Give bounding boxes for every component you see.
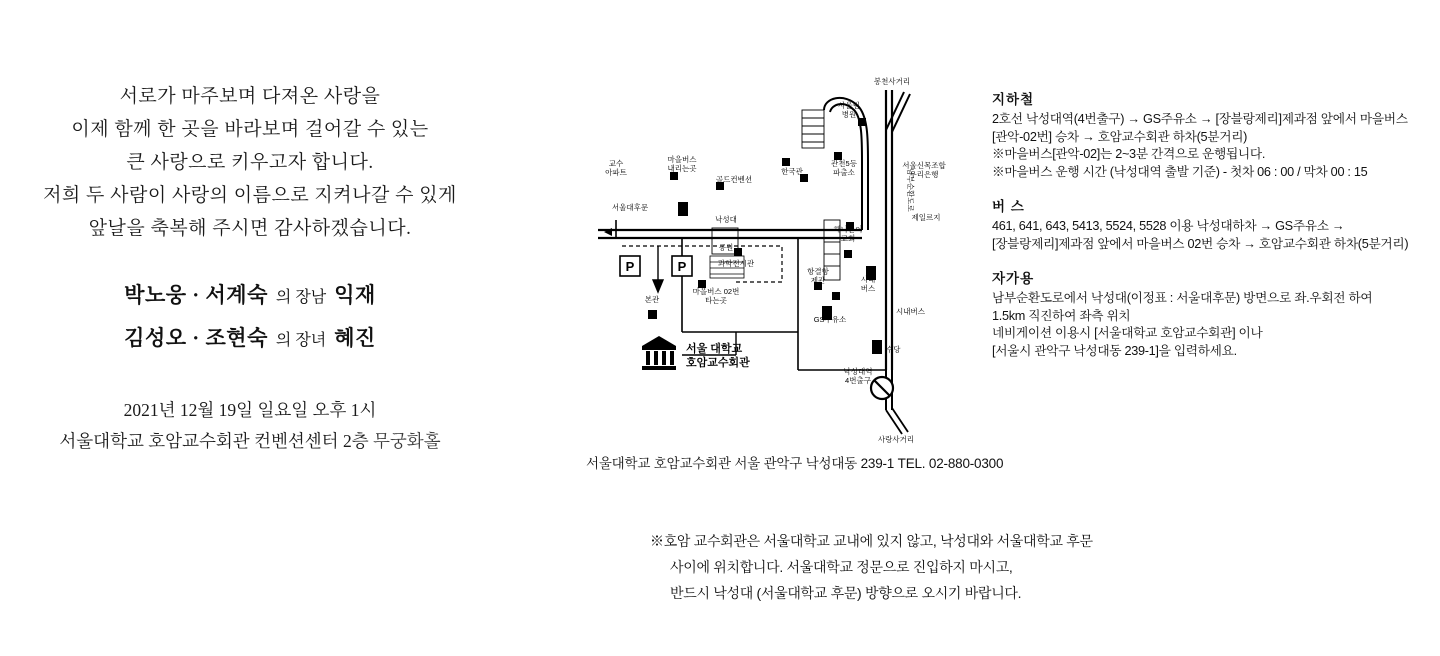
greeting-line-3: 큰 사랑으로 키우고자 합니다. (126, 152, 374, 173)
family-row-bride (0, 318, 500, 361)
map-label-bongcheon: 봉천사거리 (873, 77, 911, 86)
map-svg (586, 70, 986, 460)
map-label-hoam-line1: 서울 대학교 (686, 343, 743, 355)
svg-text:아파트: 아파트 (605, 168, 627, 177)
directions-subway-title: 지하철 (992, 92, 1035, 107)
groom-name: 익재 (334, 283, 376, 307)
directions-car-line-4: [서울시 관악구 낙성대동 239-1]을 입력하세요. (992, 343, 1237, 358)
directions-car (992, 267, 1432, 360)
family-names-block (0, 275, 500, 361)
invitation-text-block (0, 80, 500, 457)
directions-subway-line-4: ※마을버스 운행 시간 (낙성대역 출발 기준) - 첫차 06 : 00 / 막차 00 : 15 (992, 164, 1368, 179)
map-label-bank: 서울신목조합 (902, 161, 946, 170)
map-label-gyosu-apt: 교수 (608, 159, 624, 168)
wedding-datetime: 2021년 12월 19일 일요일 오후 1시 (123, 400, 377, 420)
map-label-jeil: 제일르지 (911, 213, 941, 222)
location-map (586, 70, 986, 460)
groom-relation: 의 장남 (275, 289, 327, 306)
datetime-block (0, 395, 500, 457)
svg-text:4번출구: 4번출구 (845, 376, 871, 385)
map-label-sinae-bus: 시내 (860, 275, 876, 284)
greeting-line-1: 서로가 마주보며 다져온 사랑을 (119, 86, 381, 107)
note-line-1: ※호암 교수회관은 서울대학교 교내에 있지 않고, 낙성대와 서울대학교 후문 (650, 533, 1093, 549)
directions-bus-line-2: [장블랑제리]제과점 앞에서 마을버스 02번 승차 → 호암교수회관 하차(5분거리) (992, 236, 1409, 251)
map-label-hoam-line2: 호암교수회관 (686, 357, 750, 369)
svg-text:병원: 병원 (841, 110, 857, 119)
directions-car-line-2: 1.5km 직진하여 좌측 위치 (992, 308, 1131, 323)
directions-subway-line-1: 2호선 낙성대역(4번출구) → GS주유소 → [장블랑제리]제과점 앞에서 마을버스 (992, 112, 1408, 126)
map-label-sarang: 사랑사거리 (877, 435, 915, 444)
svg-text:제관: 제관 (810, 276, 826, 285)
map-label-sinaebus2: 시내버스 (896, 307, 925, 316)
map-label-bongwan: 본관 (644, 295, 660, 304)
map-label-police: 관천5등 (831, 159, 857, 168)
directions-car-line-1: 남부순환도로에서 낙성대(이정표 : 서울대후문) 방면으로 좌.우회전 하여 (992, 291, 1373, 305)
directions-car-line-3: 네비게이션 이용시 [서울대학교 호암교수회관] 이나 (992, 326, 1263, 340)
map-label-naksan-park: 낙성대 (715, 215, 737, 224)
venue-name: 서울대학교 호암교수회관 컨벤션센터 2층 (59, 431, 369, 451)
map-label-church: 해나는이 (833, 225, 863, 234)
directions-car-title: 자가용 (992, 271, 1035, 286)
map-label-nambu-road: 남부순환도로 (906, 168, 915, 212)
svg-text:P: P (677, 259, 687, 274)
wedding-venue (0, 426, 500, 457)
svg-text:교회: 교회 (840, 234, 856, 243)
bride-name: 혜진 (334, 326, 376, 350)
map-label-seouldae-humun: 서울대후문 (611, 203, 649, 212)
map-label-science-museum: 과학전시관 (717, 259, 755, 268)
directions-bus-line-1: 461, 641, 643, 5413, 5524, 5528 이용 낙성대하차 → GS주유소 → (992, 219, 1345, 233)
svg-text:타는곳: 타는곳 (705, 296, 727, 305)
greeting-line-5: 앞날을 축복해 주시면 감사하겠습니다. (88, 218, 412, 239)
greeting-line-2: 이제 함께 한 곳을 바라보며 걸어갈 수 있는 (71, 119, 429, 140)
venue-hall: 무궁화홀 (373, 431, 441, 451)
svg-text:버스: 버스 (860, 284, 876, 293)
groom-parents: 박노웅 · 서계숙 (124, 283, 268, 307)
bride-relation: 의 장녀 (275, 332, 327, 349)
svg-text:우리은행: 우리은행 (909, 170, 939, 179)
directions-bus (992, 195, 1432, 253)
map-label-maeulbus-stop: 마을버스 (667, 155, 697, 164)
greeting-line-4: 저희 두 사람이 사랑의 이름으로 지켜나갈 수 있게 (43, 185, 457, 206)
svg-text:P: P (625, 259, 635, 274)
directions-subway-line-2: [관악-02번] 승차 → 호암교수회관 하차(5분거리) (992, 129, 1248, 144)
map-label-hanguljeil: 항결항 (807, 267, 829, 276)
map-label-hanguk: 한국관 (781, 167, 803, 176)
note-line-3: 반드시 낙성대 (서울대학교 후문) 방향으로 오시기 바랍니다. (670, 585, 1022, 601)
bottom-note (650, 528, 1250, 606)
svg-text:내리는곳: 내리는곳 (667, 164, 697, 173)
family-row-groom (0, 275, 500, 318)
svg-text:파출소: 파출소 (833, 168, 855, 177)
map-label-gold-convention: 골드컨벤션 (715, 175, 753, 184)
map-label-maeulbus-02: 마을버스 02번 (692, 287, 740, 296)
map-label-gs-station: GS주유소 (813, 315, 847, 324)
map-label-naksungdae-station: 낙성대역 (843, 367, 873, 376)
svg-text:공원: 공원 (718, 243, 734, 252)
directions-subway-line-3: ※마을버스[관악-02]는 2~3분 간격으로 운행됩니다. (992, 147, 1266, 161)
map-label-seoul-hospital: 사울림 (838, 101, 860, 110)
bride-parents: 김성오 · 조현숙 (124, 326, 268, 350)
map-caption: 서울대학교 호암교수회관 서울 관악구 낙성대동 239-1 TEL. 02-880-0300 (586, 456, 1004, 471)
note-line-2: 사이에 위치합니다. 서울대학교 정문으로 진입하지 마시고, (670, 559, 1013, 575)
directions-bus-title: 버 스 (992, 199, 1025, 214)
directions-block (992, 88, 1432, 374)
directions-subway (992, 88, 1432, 181)
map-label-sudang: 수당 (886, 345, 901, 354)
